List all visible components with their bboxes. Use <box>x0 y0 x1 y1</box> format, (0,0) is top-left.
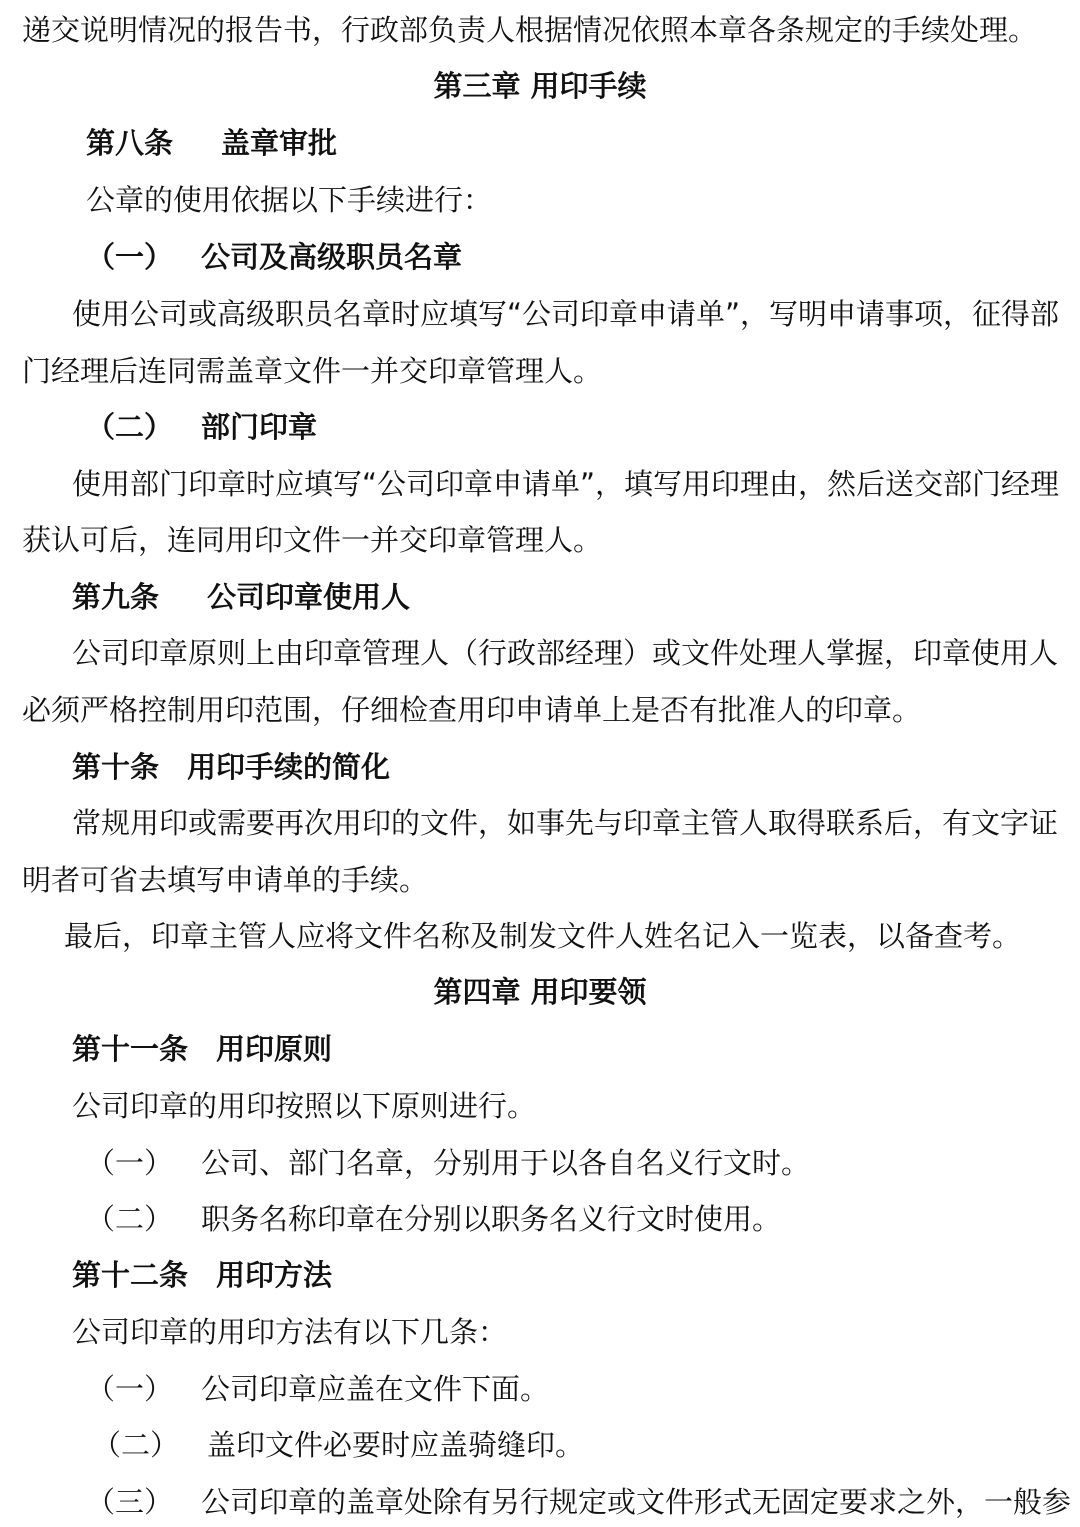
paragraph-line: 必须严格控制用印范围，仔细检查用印申请单上是否有批准人的印章。 <box>22 693 922 727</box>
paragraph-line: 递交说明情况的报告书，行政部负责人根据情况依照本章各条规定的手续处理。 <box>22 13 1038 47</box>
article-9-heading: 第九条 公司印章使用人 <box>72 580 411 614</box>
paragraph-line: 最后，印章主管人应将文件名称及制发文件人姓名记入一览表，以备查考。 <box>64 919 1022 953</box>
paragraph-line: 公司印章的用印按照以下原则进行。 <box>72 1089 537 1123</box>
paragraph-line: 获认可后，连同用印文件一并交印章管理人。 <box>22 523 603 557</box>
list-item: （三） 公司印章的盖章处除有另行规定或文件形式无固定要求之外，一般参 <box>86 1485 1072 1519</box>
paragraph-line: 公章的使用依据以下手续进行： <box>86 183 493 217</box>
article-11-heading: 第十一条 用印原则 <box>72 1032 333 1066</box>
paragraph-line: 公司印章的用印方法有以下几条： <box>72 1315 508 1349</box>
paragraph-line: 使用公司或高级职员名章时应填写“公司印章申请单”，写明申请事项，征得部 <box>72 297 1060 331</box>
paragraph-line: 使用部门印章时应填写“公司印章申请单”，填写用印理由，然后送交部门经理 <box>72 467 1060 501</box>
article-12-heading: 第十二条 用印方法 <box>72 1258 333 1292</box>
paragraph-line: 明者可省去填写申请单的手续。 <box>22 863 429 897</box>
list-item: （一） 公司印章应盖在文件下面。 <box>86 1372 550 1406</box>
article-8-heading: 第八条 盖章审批 <box>86 126 338 160</box>
list-item: （二） 职务名称印章在分别以职务名义行文时使用。 <box>86 1202 782 1236</box>
list-item: （一） 公司、部门名章，分别用于以各自名义行文时。 <box>86 1146 811 1180</box>
chapter-3-title: 第三章 用印手续 <box>433 69 647 103</box>
paragraph-line: 公司印章原则上由印章管理人（行政部经理）或文件处理人掌握，印章使用人 <box>72 636 1059 670</box>
item-heading: （二） 部门印章 <box>86 410 318 444</box>
paragraph-line: 常规用印或需要再次用印的文件，如事先与印章主管人取得联系后，有文字证 <box>72 806 1059 840</box>
chapter-4-title: 第四章 用印要领 <box>433 975 647 1009</box>
item-heading: （一） 公司及高级职员名章 <box>86 240 463 274</box>
article-10-heading: 第十条 用印手续的简化 <box>72 750 391 784</box>
paragraph-line: 门经理后连同需盖章文件一并交印章管理人。 <box>22 354 603 388</box>
list-item: （二） 盖印文件必要时应盖骑缝印。 <box>92 1428 585 1462</box>
